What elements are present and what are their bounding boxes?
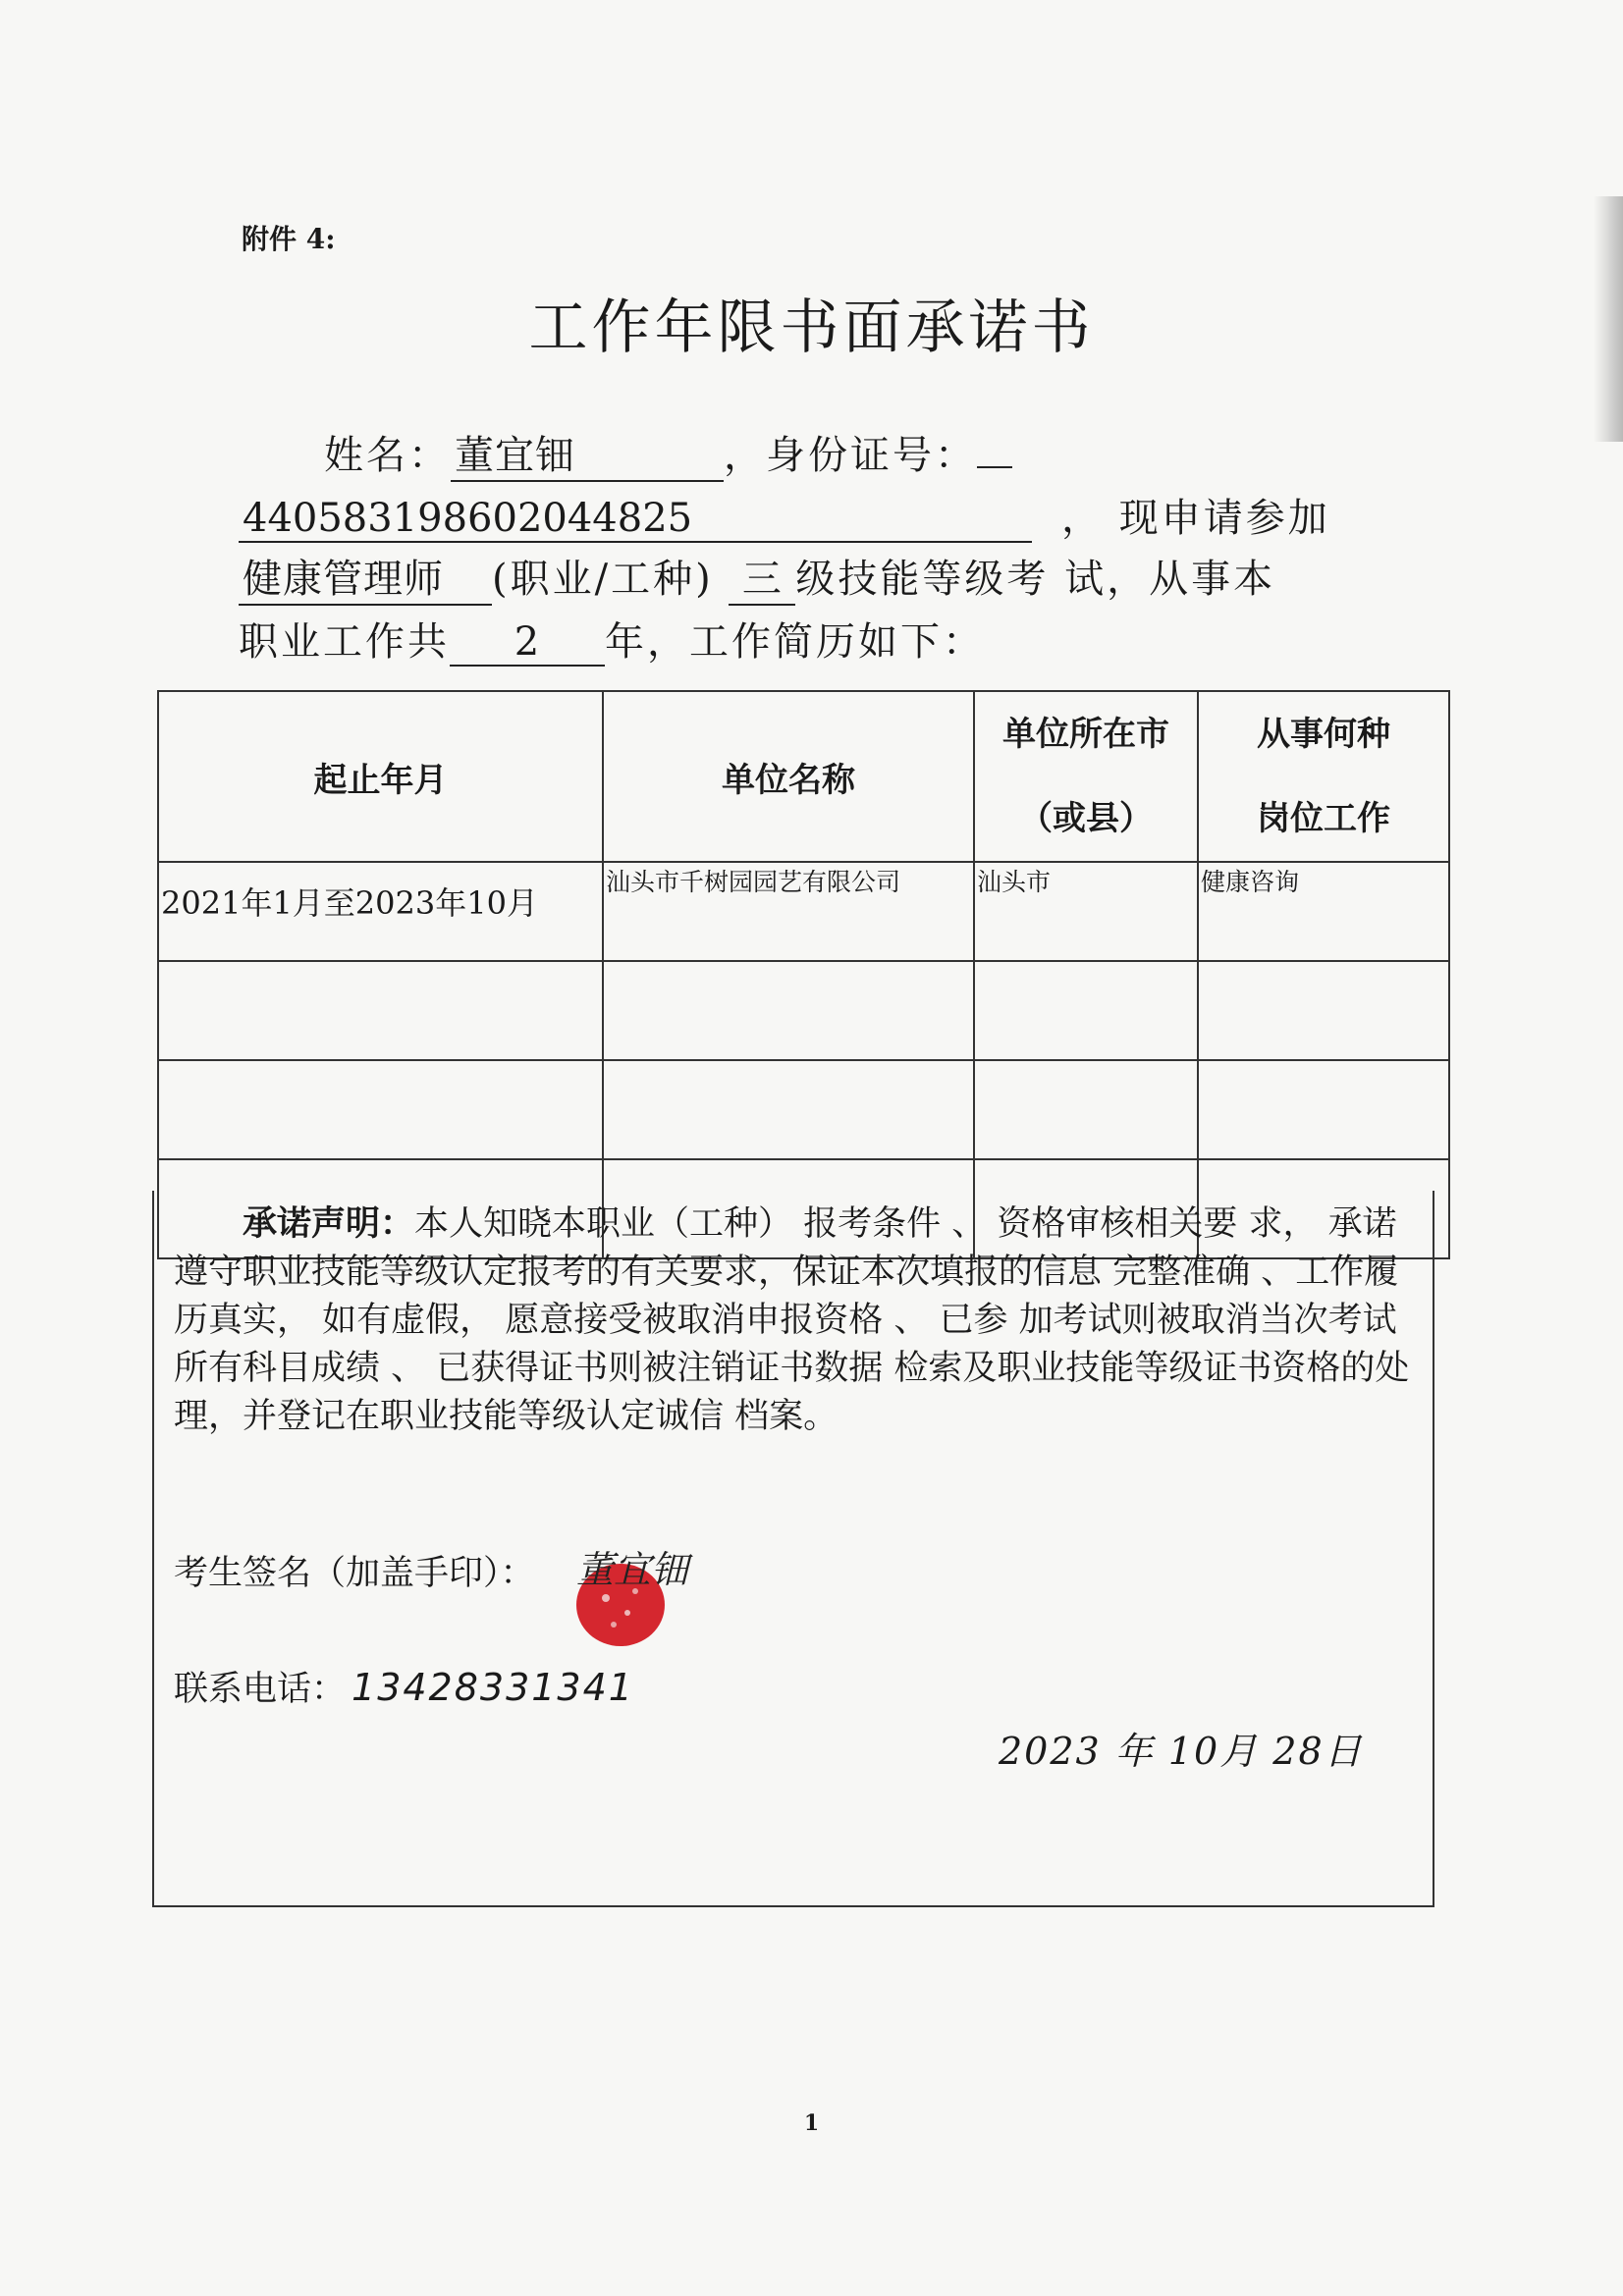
cell-period: 2021年1月至2023年10月 bbox=[158, 862, 603, 961]
table-row bbox=[158, 1060, 1449, 1159]
attachment-label: 附件 4: bbox=[242, 223, 336, 255]
phone-line bbox=[174, 1662, 634, 1711]
cell-company: 汕头市千树园园艺有限公司 bbox=[603, 862, 974, 961]
header-city: 单位所在市 （或县） bbox=[974, 691, 1198, 862]
pledge-lead: 承诺声明： bbox=[243, 1204, 415, 1244]
intro-line-2 bbox=[239, 487, 1330, 543]
table-header-row bbox=[158, 691, 1449, 862]
id-number: 440583198602044825 bbox=[239, 496, 1032, 543]
handwritten-signature: 董宜钿 bbox=[576, 1548, 689, 1591]
cell-position bbox=[1198, 1060, 1449, 1159]
table-row bbox=[158, 862, 1449, 961]
phone-label: 联系电话： bbox=[174, 1670, 347, 1709]
cell-period bbox=[158, 961, 603, 1060]
header-position: 从事何种 岗位工作 bbox=[1198, 691, 1449, 862]
years-prefix: 职业工作共 bbox=[239, 619, 450, 665]
intro-line-3 bbox=[239, 548, 1275, 606]
phone-number: 13428331341 bbox=[352, 1666, 634, 1709]
pledge-statement bbox=[174, 1201, 1416, 1441]
level-value: 三 bbox=[729, 548, 795, 606]
cell-city bbox=[974, 1060, 1198, 1159]
years-value: 2 bbox=[450, 619, 605, 667]
handwritten-date: 2023 年 10月 28日 bbox=[999, 1730, 1364, 1773]
cell-period bbox=[158, 1060, 603, 1159]
table-row bbox=[158, 961, 1449, 1060]
header-company: 单位名称 bbox=[603, 691, 974, 862]
cell-company bbox=[603, 1060, 974, 1159]
signature-label: 考生签名（加盖手印）： bbox=[174, 1554, 535, 1593]
work-history-table bbox=[157, 690, 1450, 1259]
cell-city bbox=[974, 961, 1198, 1060]
id-label: ，身份证号： bbox=[724, 433, 977, 478]
cell-company bbox=[603, 961, 974, 1060]
cell-position: 健康咨询 bbox=[1198, 862, 1449, 961]
page-number: 1 bbox=[803, 2110, 820, 2136]
cell-city: 汕头市 bbox=[974, 862, 1198, 961]
name-value: 董宜钿 bbox=[451, 424, 724, 482]
intro-line-4 bbox=[239, 611, 985, 667]
name-label: 姓名： bbox=[324, 433, 451, 478]
header-period: 起止年月 bbox=[158, 691, 603, 862]
occupation-value: 健康管理师 bbox=[239, 548, 492, 606]
years-suffix: 年，工作简历如下： bbox=[605, 619, 985, 665]
level-suffix: 级技能等级考 试，从事本 bbox=[795, 557, 1276, 602]
occupation-suffix: (职业/工种) bbox=[492, 557, 714, 602]
pledge-body: 本人知晓本职业（工种） 报考条件 、 资格审核相关要 求， 承诺遵守职业技能等级认定报考的有关要求，保证本次填报的信息 完整准确 、工作履历真实， 如有虚假， 愿意接受被取消申报资格 、 已参 加考试则被取消当次考试所有科目成绩 、 已获得证书则被注销证书数据 检索及职业技能等级证书资格的处理，并登记在职业技能等级认定诚信 档案。 bbox=[174, 1204, 1410, 1436]
document-title: 工作年限书面承诺书 bbox=[528, 294, 1095, 362]
id-blank bbox=[977, 466, 1012, 468]
apply-text: ， 现申请参加 bbox=[1061, 496, 1330, 541]
pledge-box bbox=[152, 1191, 1434, 1907]
cell-position bbox=[1198, 961, 1449, 1060]
intro-line-1 bbox=[324, 424, 1012, 482]
